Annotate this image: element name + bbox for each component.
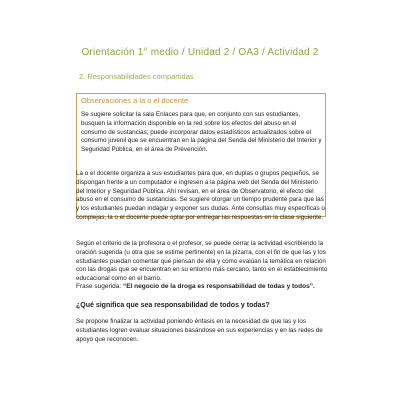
discussion-question: ¿Qué significa que sea responsabilidad de todos y todas? <box>76 302 270 309</box>
suggested-phrase-label: Frase sugerida: <box>76 283 123 290</box>
page-header: Orientación 1° medio / Unidad 2 / OA3 / Actividad 2 <box>81 47 319 58</box>
suggested-phrase-text: “El negocio de la droga es responsabilidad de todas y todos”. <box>122 283 315 290</box>
section-title: 2. Responsabilidades compartidas <box>79 72 194 81</box>
suggested-phrase <box>76 282 328 291</box>
paragraph-3: Se propone finalizar la actividad poniendo énfasis en la necesidad de que las y los estudiantes logren evaluar situaciones basándose en sus experiencias y en las redes de apoyo que reconocen. <box>76 318 323 343</box>
observations-text: Se sugiere solicitar la sala Enlaces para que, en conjunto con sus estudiantes, busquen la información disponible en la red sobre los efectos del abuso en el consumo de sustancias; puede incorporar datos estadísticos actualizados sobre el consumo juvenil que se encuentran en la página del Senda del Ministerio del Interior y Seguridad Pública, en el área de Prevención. <box>81 111 322 154</box>
paragraph-1: La o el docente organiza a sus estudiantes para que, en duplas o grupos pequeños, se dispongan frente a un computador e ingresen a la página web del Senda del Ministerio del Interior y Seguridad Pública. Ahí revisan, en el área de Observatorio, el efecto del abuso en el consumo de sustancias. Se sugiere otorgar un tiempo prudente para que las y los estudiantes puedan indagar y exponer sus dudas. Ante consultas muy específicas o complejas, la o el docente puede optar por entregar las respuestas en la clase siguiente. <box>76 170 325 221</box>
observations-title: Observaciones a la o el docente <box>81 96 189 105</box>
paragraph-2: Según el criterio de la profesora o el profesor, se puede cerrar la actividad escribiendo la oración sugerida (u otra que se estime pertinente) en la pizarra, con el fin de que las y los estudiantes puedan comentar qué piensan de ella y cómo evalúan la temática en relación con las drogas que se encuentran en su entorno más cercano, tanto en el establecimiento educacional como en el barrio. <box>76 240 328 283</box>
